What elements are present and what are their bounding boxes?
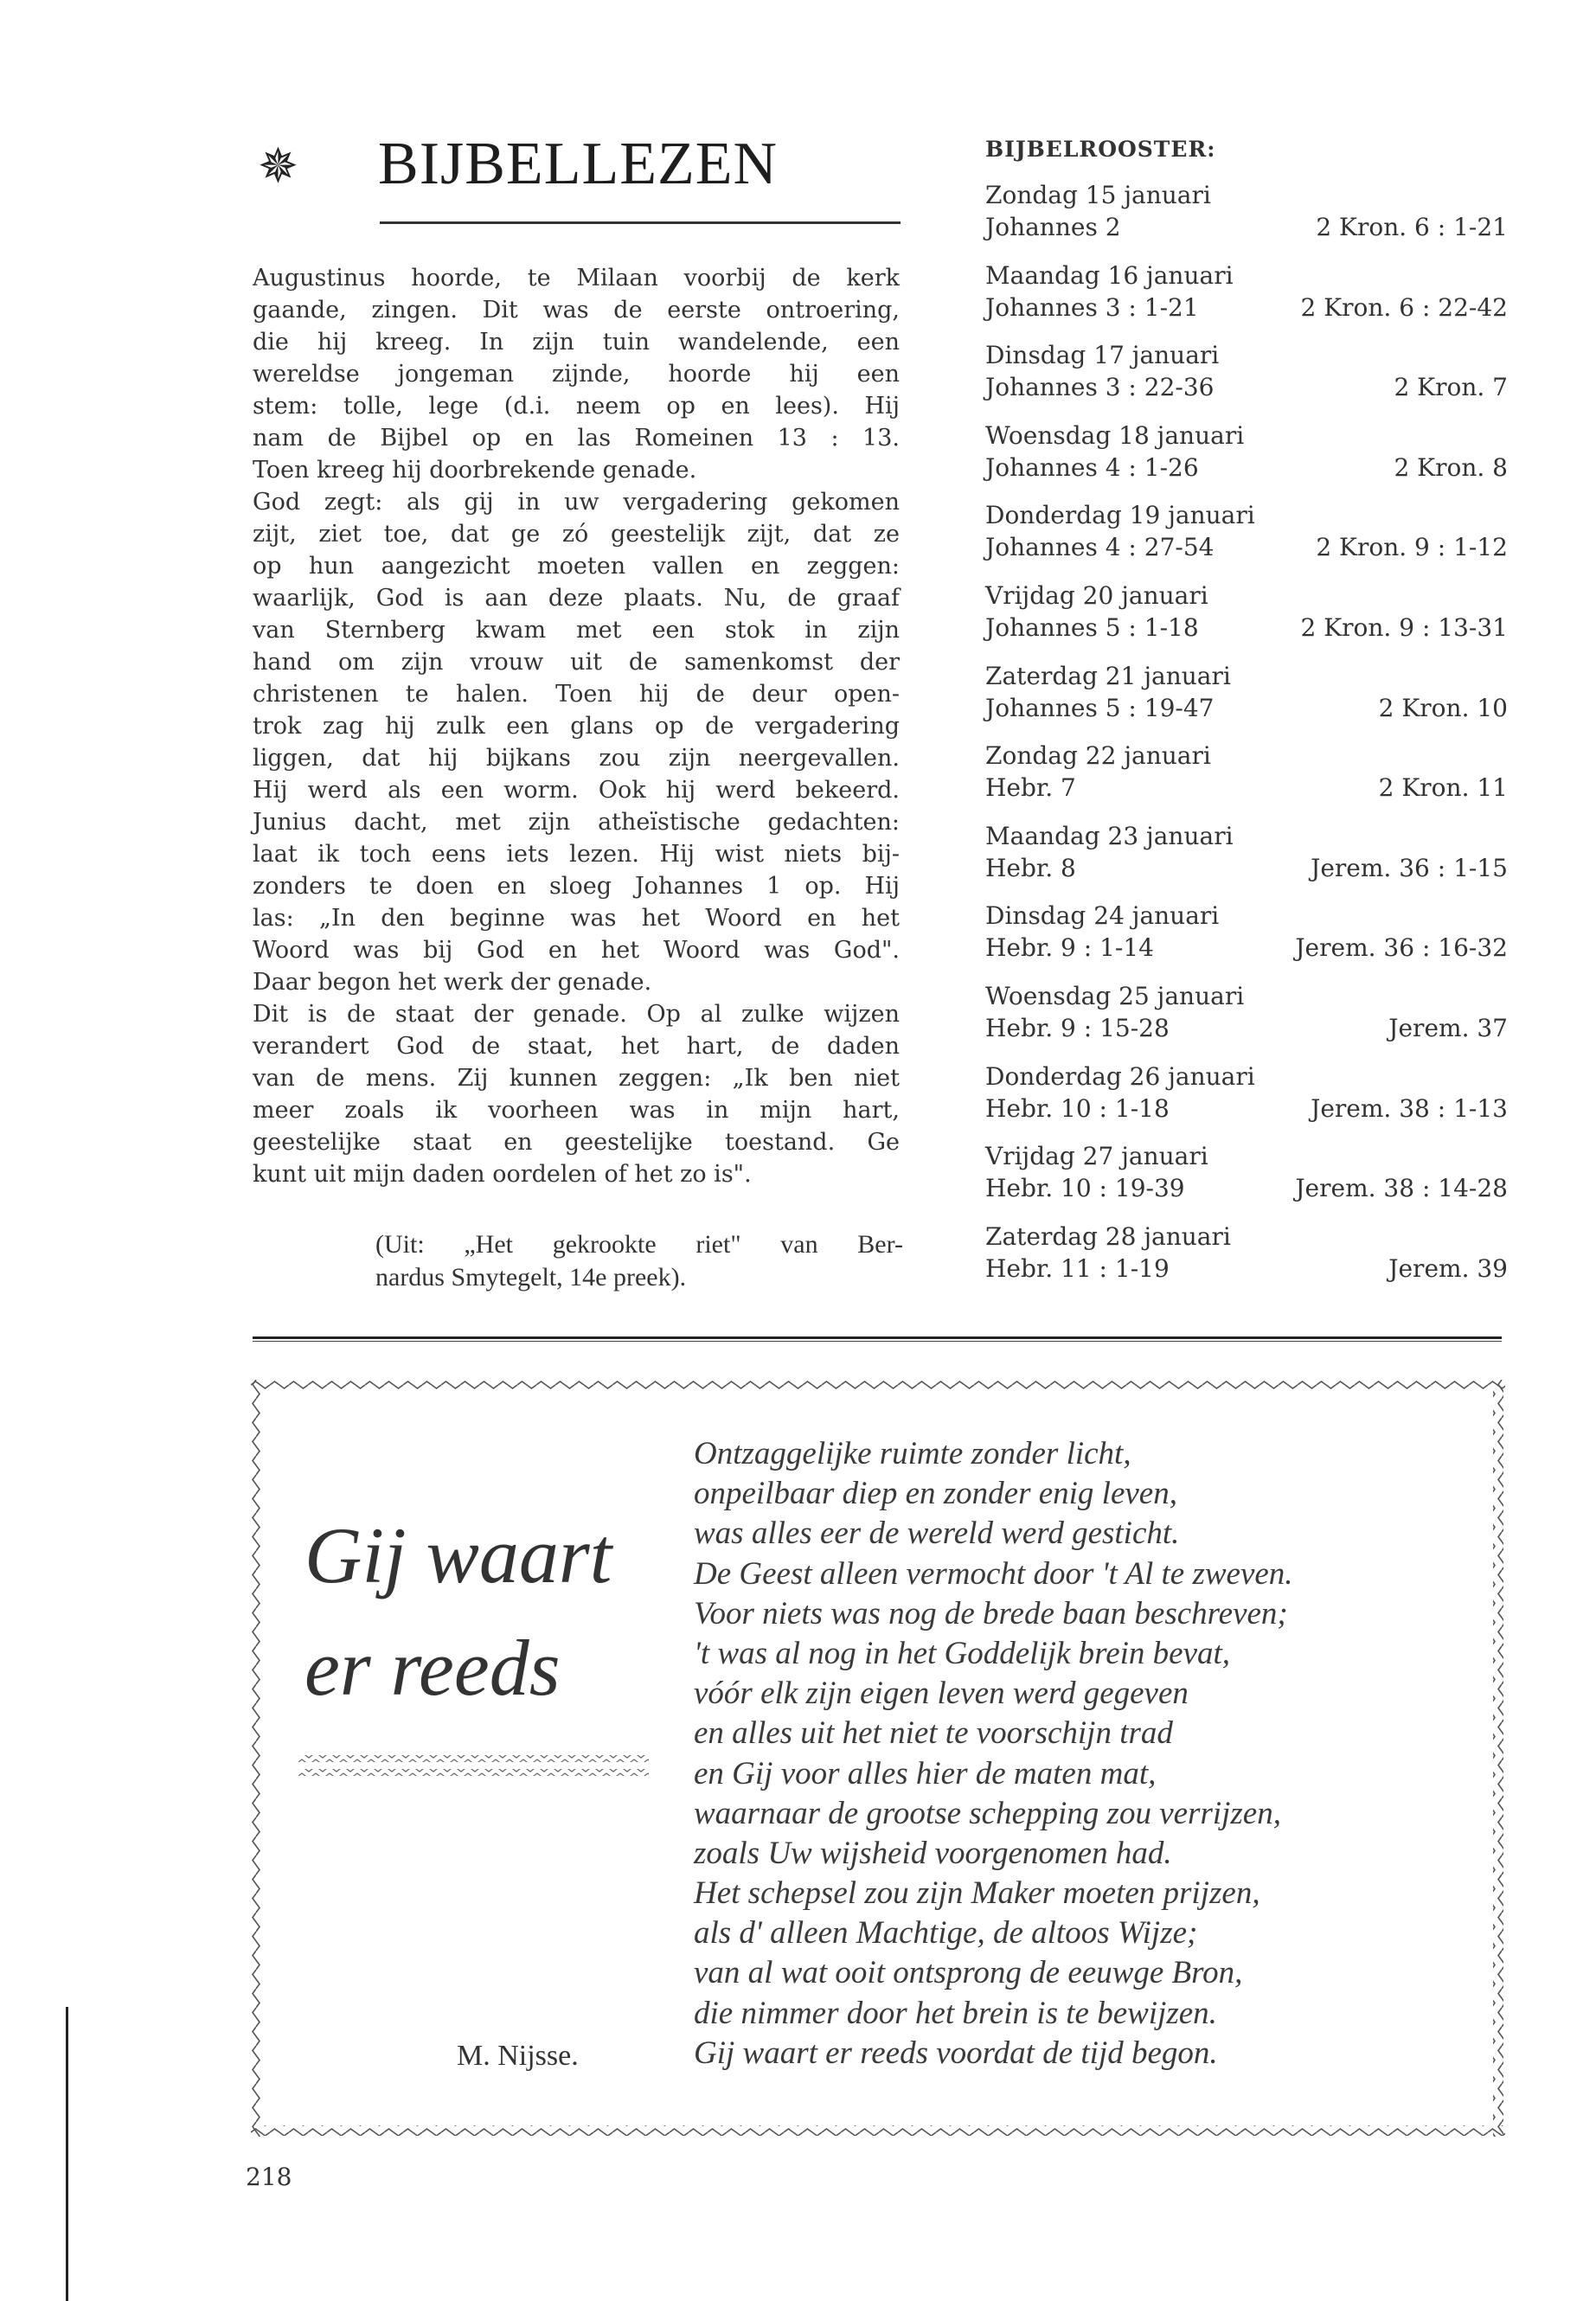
poem-line: Voor niets was nog de brede baan beschreven; xyxy=(694,1595,1288,1631)
schedule-day: Zondag 15 januari xyxy=(985,181,1211,209)
citation-line: nardus Smytegelt, 14e preek). xyxy=(375,1263,687,1292)
nt-reading: Hebr. 9 : 15-28 xyxy=(985,1013,1170,1042)
article-line: wereldse jongeman zijnde, hoorde hij een xyxy=(253,361,900,388)
schedule-entry xyxy=(985,820,1508,901)
schedule-entry xyxy=(985,660,1508,740)
nt-reading: Johannes 3 : 1-21 xyxy=(985,292,1199,322)
schedule-day: Dinsdag 24 januari xyxy=(985,901,1220,931)
schedule-entry xyxy=(985,420,1508,500)
schedule-day: Maandag 23 januari xyxy=(985,821,1234,850)
schedule-day: Woensdag 25 januari xyxy=(985,981,1245,1010)
ot-reading: Jerem. 37 xyxy=(1388,1013,1508,1042)
schedule-readings xyxy=(985,692,1508,724)
schedule-readings xyxy=(985,932,1508,964)
schedule-readings xyxy=(985,1093,1508,1125)
schedule-entry xyxy=(985,580,1508,660)
schedule-entry xyxy=(985,1140,1508,1221)
nt-reading: Hebr. 9 : 1-14 xyxy=(985,933,1154,963)
ot-reading: Jerem. 38 : 1-13 xyxy=(1311,1093,1508,1123)
ot-reading: 2 Kron. 7 xyxy=(1394,373,1508,402)
article-line: hand om zijn vrouw uit de samenkomst der xyxy=(253,649,900,676)
schedule-entry xyxy=(985,1221,1508,1301)
schedule-readings xyxy=(985,292,1508,324)
article-line: waarlijk, God is aan deze plaats. Nu, de graaf xyxy=(253,585,900,612)
article-line: meer zoals ik voorheen was in mijn hart, xyxy=(253,1097,900,1124)
schedule-entry xyxy=(985,339,1508,420)
scan-edge-line xyxy=(66,2007,68,2301)
schedule-day: Zondag 22 januari xyxy=(985,741,1211,771)
article-body xyxy=(253,262,900,1190)
poem-line: vóór elk zijn eigen leven werd gegeven xyxy=(694,1676,1189,1712)
article-line: stem: tolle, lege (d.i. neem op en lees). Hij xyxy=(253,393,900,420)
article-line: laat ik toch eens iets lezen. Hij wist niets bij- xyxy=(253,841,900,868)
nt-reading: Johannes 3 : 22-36 xyxy=(985,373,1215,402)
ot-reading: 2 Kron. 6 : 1-21 xyxy=(1316,213,1508,241)
article-line: verandert God de staat, het hart, de daden xyxy=(253,1033,900,1060)
title-underline xyxy=(380,221,901,224)
nt-reading: Johannes 5 : 1-18 xyxy=(985,612,1199,642)
schedule-entry xyxy=(985,740,1508,820)
poem-line: en Gij voor alles hier de maten mat, xyxy=(694,1755,1157,1791)
article-line: zonders te doen en sloeg Johannes 1 op. Hij xyxy=(253,873,900,900)
schedule-day: Woensdag 18 januari xyxy=(985,420,1245,450)
article-title: BIJBELLEZEN xyxy=(378,131,779,197)
article-line: liggen, dat hij bijkans zou zijn neergevallen. xyxy=(253,745,900,772)
poem-line: die nimmer door het brein is te bewijzen. xyxy=(694,1995,1217,2031)
article-line: christenen te halen. Toen hij de deur open- xyxy=(253,681,900,708)
nt-reading: Johannes 4 : 27-54 xyxy=(985,533,1215,562)
ot-reading: Jerem. 36 : 16-32 xyxy=(1295,933,1508,963)
schedule-day: Zaterdag 28 januari xyxy=(985,1221,1231,1251)
article-line: die hij kreeg. In zijn tuin wandelende, een xyxy=(253,329,900,356)
poem-title: Gij waart xyxy=(304,1511,612,1599)
schedule-entry xyxy=(985,179,1508,260)
schedule-day: Maandag 16 januari xyxy=(985,260,1234,290)
schedule-day: Donderdag 19 januari xyxy=(985,501,1255,530)
article-line: God zegt: als gij in uw vergadering gekomen xyxy=(253,489,900,516)
nt-reading: Hebr. 10 : 19-39 xyxy=(985,1174,1185,1203)
decorative-wave-divider xyxy=(298,1752,649,1781)
article-line: Junius dacht, met zijn atheïstische gedachten: xyxy=(253,809,900,836)
schedule-readings xyxy=(985,772,1508,804)
poem-line: Gij waart er reeds voordat de tijd begon. xyxy=(694,2035,1218,2071)
ot-reading: 2 Kron. 11 xyxy=(1378,773,1508,803)
poem-line: Ontzaggelijke ruimte zonder licht, xyxy=(694,1436,1131,1471)
citation-line: (Uit: „Het gekrookte riet" van Ber- xyxy=(375,1230,903,1259)
schedule-readings xyxy=(985,1253,1508,1285)
poem-line: 't was al nog in het Goddelijk brein bevat, xyxy=(694,1635,1231,1671)
schedule-readings xyxy=(985,531,1508,563)
ot-reading: 2 Kron. 6 : 22-42 xyxy=(1300,292,1508,322)
article-line: op hun aangezicht moeten vallen en zeggen: xyxy=(253,553,900,580)
article-line: las: „In den beginne was het Woord en het xyxy=(253,905,900,932)
schedule-day: Vrijdag 20 januari xyxy=(985,580,1208,610)
nt-reading: Hebr. 7 xyxy=(985,773,1076,803)
schedule-heading: BIJBELROOSTER: xyxy=(985,137,1216,162)
schedule-readings xyxy=(985,452,1508,484)
article-line: Hij werd als een worm. Ook hij werd bekeerd. xyxy=(253,777,900,804)
nt-reading: Hebr. 8 xyxy=(985,853,1076,882)
ot-reading: 2 Kron. 8 xyxy=(1394,452,1508,482)
article-citation xyxy=(375,1228,903,1294)
article-line: Dit is de staat der genade. Op al zulke wijzen xyxy=(253,1001,900,1028)
article-line: Woord was bij God en het Woord was God". xyxy=(253,937,900,964)
article-line: kunt uit mijn daden oordelen of het zo is". xyxy=(253,1161,752,1188)
poem-line: onpeilbaar diep en zonder enig leven, xyxy=(694,1476,1177,1512)
poem-line: als d' alleen Machtige, de altoos Wijze; xyxy=(694,1915,1198,1952)
article-line: geestelijke staat en geestelijke toestand. Ge xyxy=(253,1129,900,1156)
schedule-readings xyxy=(985,211,1508,243)
schedule-day: Vrijdag 27 januari xyxy=(985,1142,1208,1171)
article-line: van de mens. Zij kunnen zeggen: „Ik ben niet xyxy=(253,1065,900,1092)
nt-reading: Hebr. 11 : 1-19 xyxy=(985,1253,1170,1283)
poem-line: Het schepsel zou zijn Maker moeten prijzen, xyxy=(694,1875,1260,1912)
schedule-readings xyxy=(985,1012,1508,1044)
schedule-day: Dinsdag 17 januari xyxy=(985,341,1220,370)
nt-reading: Johannes 2 xyxy=(985,213,1121,241)
article-line: trok zag hij zulk een glans op de vergadering xyxy=(253,713,900,740)
bible-schedule xyxy=(985,137,1508,1300)
poem-line: De Geest alleen vermocht door 't Al te zweven. xyxy=(694,1555,1293,1592)
schedule-readings xyxy=(985,852,1508,884)
article-line: Toen kreeg hij doorbrekende genade. xyxy=(253,457,697,484)
article-line: nam de Bijbel op en las Romeinen 13 : 13. xyxy=(253,425,900,452)
nt-reading: Hebr. 10 : 1-18 xyxy=(985,1093,1170,1123)
poem-line: van al wat ooit ontsprong de eeuwge Bron, xyxy=(694,1955,1243,1991)
schedule-entry xyxy=(985,980,1508,1061)
ot-reading: Jerem. 39 xyxy=(1388,1253,1508,1283)
ot-reading: Jerem. 36 : 1-15 xyxy=(1311,853,1508,882)
article-line: gaande, zingen. Dit was de eerste ontroering, xyxy=(253,297,900,324)
schedule-entry xyxy=(985,499,1508,580)
schedule-day: Donderdag 26 januari xyxy=(985,1061,1255,1091)
poem-author: M. Nijsse. xyxy=(457,2040,579,2072)
schedule-day: Zaterdag 21 januari xyxy=(985,661,1231,690)
schedule-readings xyxy=(985,612,1508,644)
schedule-entry xyxy=(985,260,1508,340)
schedule-entry xyxy=(985,1061,1508,1141)
poem-line: was alles eer de wereld werd gesticht. xyxy=(694,1516,1180,1552)
article-line: Daar begon het werk der genade. xyxy=(253,969,652,996)
star-icon: ✵ xyxy=(258,140,298,194)
ot-reading: 2 Kron. 9 : 13-31 xyxy=(1300,612,1508,642)
poem-title: er reeds xyxy=(304,1624,561,1712)
ot-reading: Jerem. 38 : 14-28 xyxy=(1295,1174,1508,1203)
schedule-readings xyxy=(985,1172,1508,1204)
nt-reading: Johannes 4 : 1-26 xyxy=(985,452,1199,482)
article-line: van Sternberg kwam met een stok in zijn xyxy=(253,617,900,644)
ot-reading: 2 Kron. 10 xyxy=(1378,693,1508,722)
article-line: zijt, ziet toe, dat ge zó geestelijk zijt, dat ze xyxy=(253,521,900,548)
poem-line: zoals Uw wijsheid voorgenomen had. xyxy=(694,1835,1172,1871)
section-divider xyxy=(253,1336,1502,1342)
article-line: Augustinus hoorde, te Milaan voorbij de kerk xyxy=(253,265,900,292)
poem-line: waarnaar de grootse schepping zou verrijzen, xyxy=(694,1795,1281,1831)
schedule-readings xyxy=(985,371,1508,403)
poem-line: en alles uit het niet te voorschijn trad xyxy=(694,1715,1173,1752)
poem-text xyxy=(694,1434,1293,2073)
nt-reading: Johannes 5 : 19-47 xyxy=(985,693,1215,722)
schedule-entry xyxy=(985,900,1508,980)
ot-reading: 2 Kron. 9 : 1-12 xyxy=(1316,533,1508,562)
page-number: 218 xyxy=(246,2163,292,2191)
